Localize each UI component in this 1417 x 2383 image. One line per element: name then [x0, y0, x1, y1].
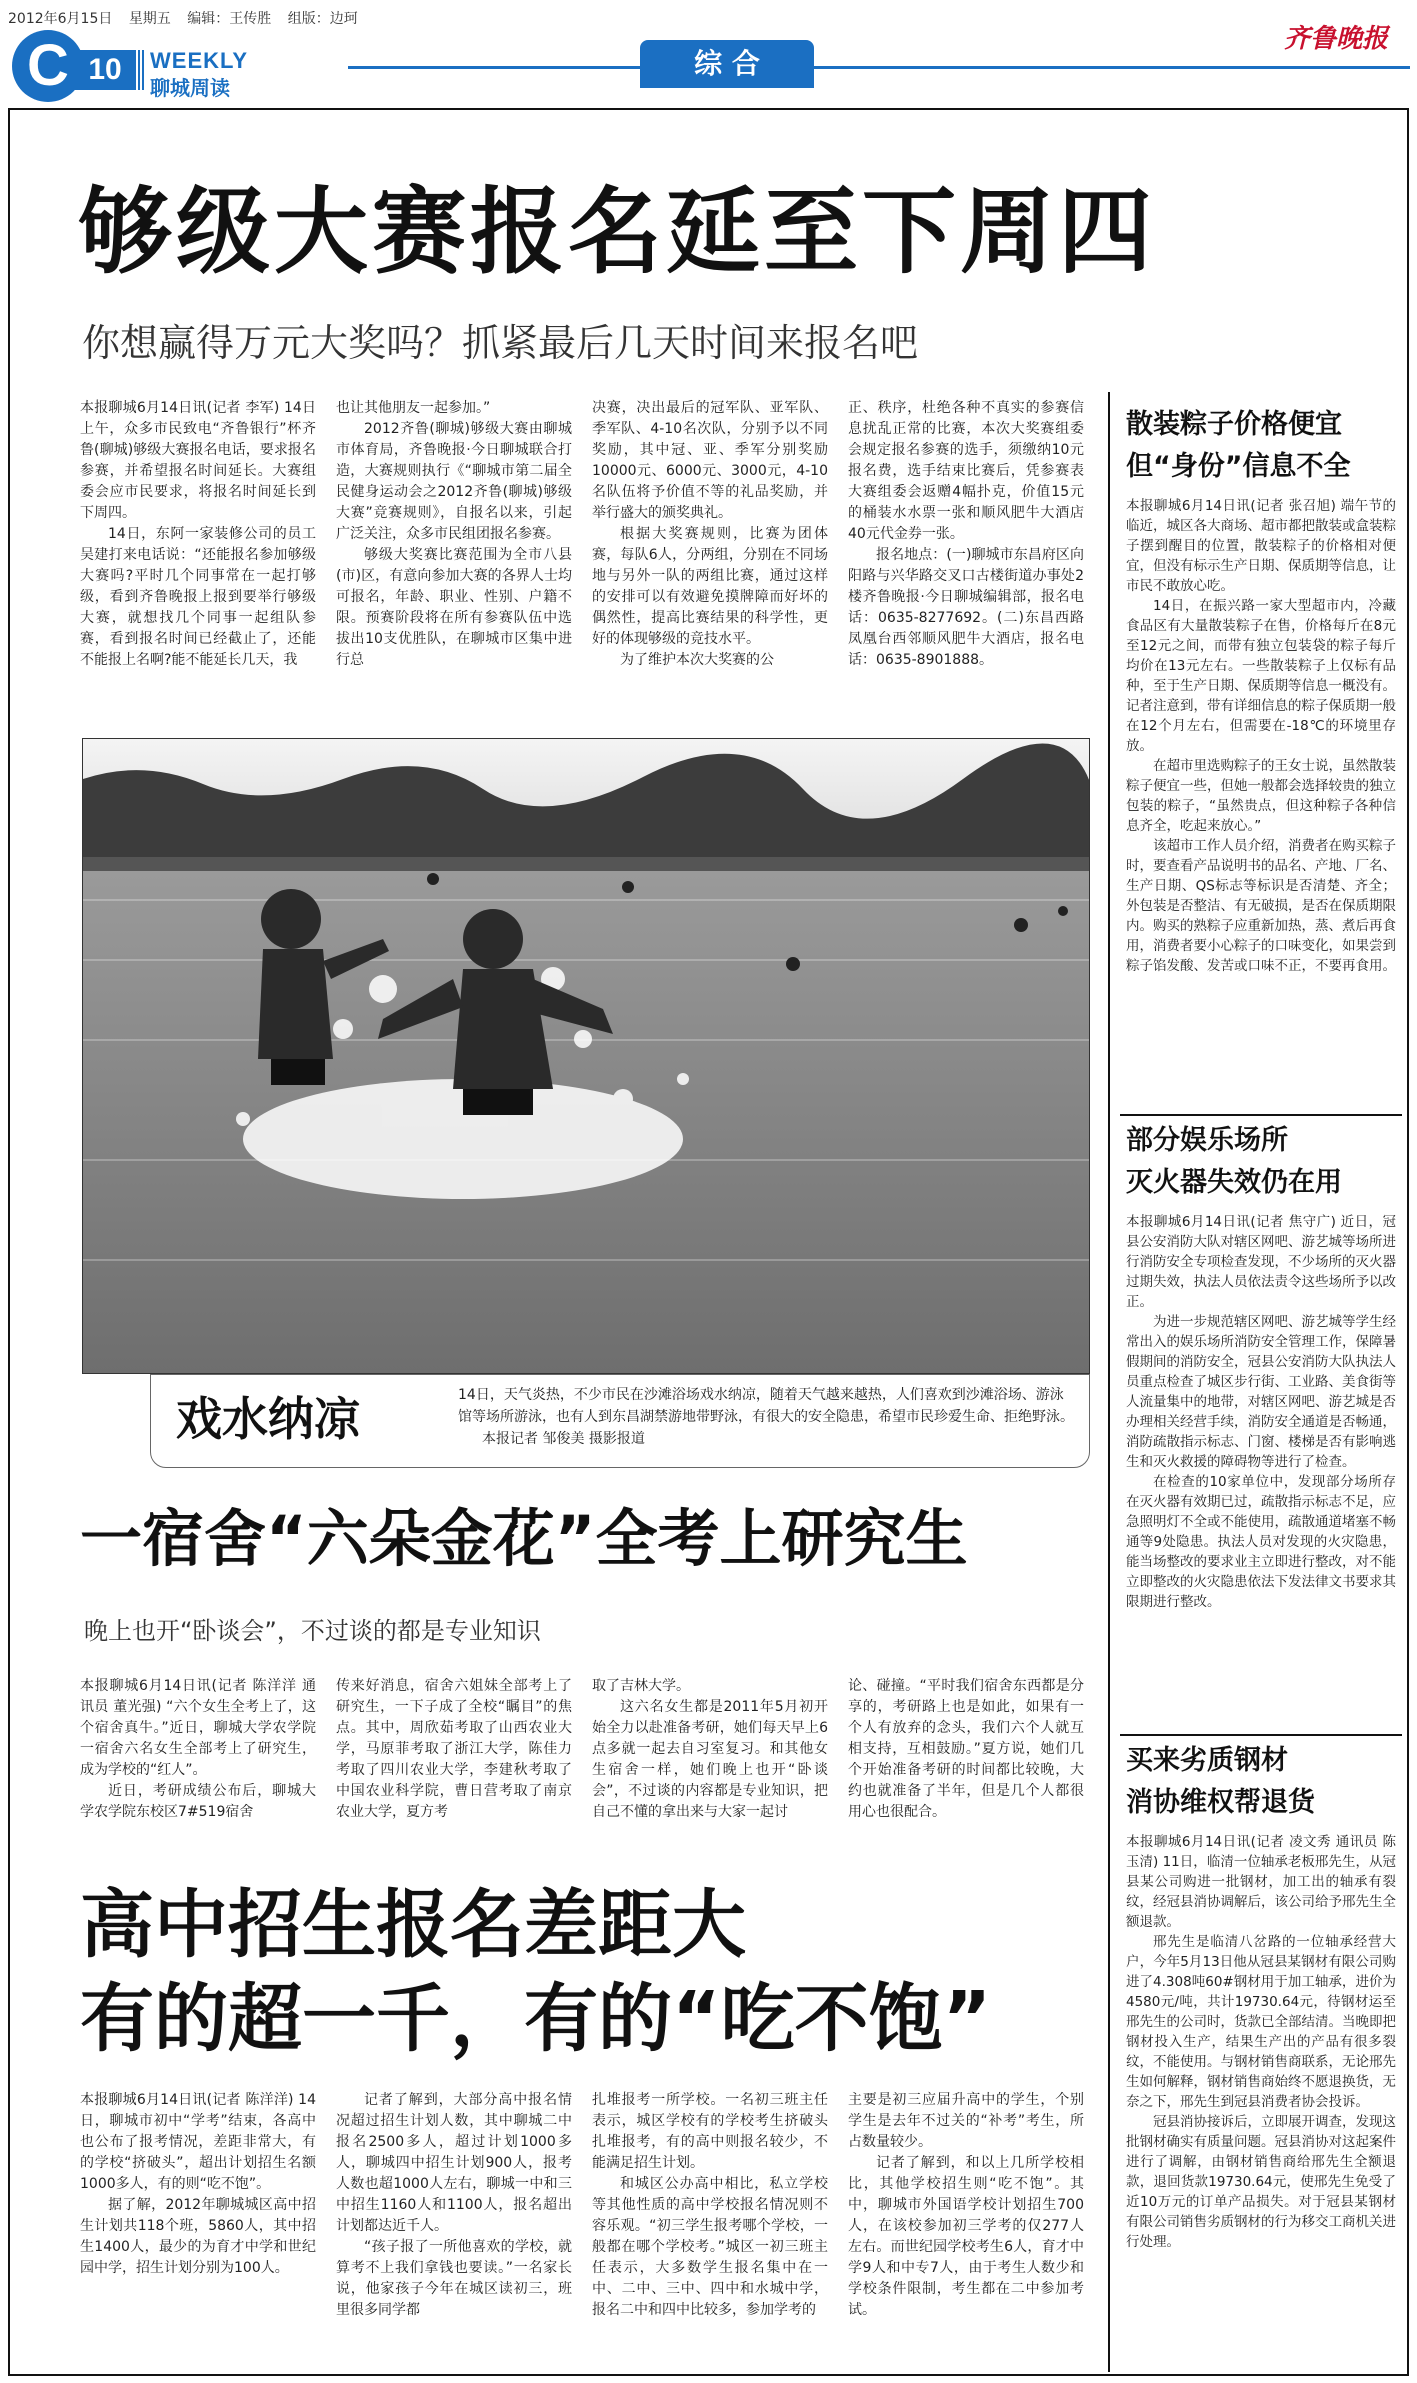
- paragraph: 这六名女生都是2011年5月初开始全力以赴准备考研，她们每天早上6点多就一起去自习室复习。和其他女生宿舍一样，她们晚上也开“卧谈会”，不过谈的内容都是专业知识，把自己不懂的拿出来与大家一起讨: [592, 1699, 828, 1820]
- sidebar-3-body: [1126, 1832, 1396, 2368]
- sidebar-3-title-2: 消协维权帮退货: [1126, 1787, 1315, 1818]
- paper-logo: 齐鲁晚报: [1284, 24, 1389, 54]
- article-3-lead: 本报聊城6月14日讯(记者 陈洋洋) 14日，聊城市初中“学考”结束，各高中也公布了报考情况，差距非常大，有的学校“挤破头”，超出计划招生名额1000多人，有的则“吃不饱”。: [80, 2092, 316, 2192]
- paragraph: 14日，在振兴路一家大型超市内，冷藏食品区有大量散装粽子在售，价格每斤在8元至12元之间，而带有独立包装袋的粽子每斤均价在13元左右。一些散装粽子上仅标有品种，至于生产日期、保质期等信息一概没有。记者注意到，带有详细信息的粽子保质期一般在12个月左右，但需要在-18℃的环境里存放。: [1126, 598, 1396, 754]
- masthead-rule: [348, 66, 1410, 69]
- weekday: 星期五: [128, 11, 171, 27]
- headline-2: 一宿舍“六朵金花”全考上研究生: [80, 1502, 968, 1575]
- paragraph: 决赛，决出最后的冠军队、亚军队、季军队、4-10名次队，分别予以不同奖励，其中冠、亚、季军分别奖励10000元、6000元、3000元，4-10名队伍将予价值不等的礼品奖励，并举行盛大的颁奖典礼。: [592, 400, 828, 521]
- article-1-col-1: [80, 398, 316, 720]
- paragraph: 邢先生是临清八岔路的一位轴承经营大户，今年5月13日他从冠县某钢材有限公司购进了4.308吨60#钢材用于加工轴承，进价为4580元/吨，共计19730.64元，待钢材运至邢先生的公司时，货款已全部结清。当晚即把钢材投入生产，结果生产出的产品有很多裂纹，不能使用。与钢材销售商联系，无论邢先生如何解释，钢材销售商始终不愿退换货，无奈之下，邢先生到冠县消费者协会投诉。: [1126, 1934, 1396, 2110]
- sidebar-1-title-2: 但“身份”信息不全: [1126, 451, 1351, 482]
- paragraph: 该超市工作人员介绍，消费者在购买粽子时，要查看产品说明书的品名、产地、厂名、生产日期、QS标志等标识是否清楚、齐全；外包装是否整洁、有无破损，是否在保质期限内。购买的熟粽子应重新加热，蒸、煮后再食用，消费者要小心粽子的口味变化，如果尝到粽子馅发酸、发苦或口味不正，不要再食用。: [1126, 838, 1396, 974]
- article-3-col-4: [848, 2090, 1084, 2368]
- paragraph: 为了维护本次大奖赛的公: [620, 652, 774, 668]
- stripe-divider: [138, 50, 146, 90]
- headline-1: 够级大赛报名延至下周四: [78, 178, 1157, 287]
- article-1-col-4: [848, 398, 1084, 720]
- sidebar-3-lead: 本报聊城6月14日讯(记者 凌文秀 通讯员 陈玉清) 11日，临清一位轴承老板邢先生，从冠县某公司购进一批钢材，加工出的轴承有裂纹，经冠县消协调解后，该公司给予邢先生全额退款。: [1126, 1834, 1396, 1930]
- article-3-col-2: [336, 2090, 572, 2368]
- article-1-col-3: [592, 398, 828, 720]
- sidebar-2-title-2: 灭火器失效仍在用: [1126, 1167, 1342, 1198]
- section-name: 聊城周读: [150, 76, 230, 100]
- article-3-col-3: [592, 2090, 828, 2368]
- paragraph: “孩子报了一所他喜欢的学校，就算考不上我们拿钱也要读。”一名家长说，他家孩子今年在城区读初三，班里很多同学都: [336, 2239, 572, 2318]
- sidebar-rule: [1120, 1734, 1402, 1736]
- sidebar-2-title-1: 部分娱乐场所: [1126, 1125, 1288, 1156]
- article-1-lead: 本报聊城6月14日讯(记者 李军) 14日上午，众多市民致电“齐鲁银行”杯齐鲁(聊城)够级大赛报名电话，要求报名参赛，并希望报名时间延长。大赛组委会应市民要求，将报名时间延长到下周四。: [80, 400, 316, 521]
- layout-credit: 组版：边珂: [287, 11, 358, 27]
- article-2-col-3: [592, 1676, 828, 1866]
- article-1-col-2: [336, 398, 572, 720]
- photo-image: [83, 739, 1090, 1374]
- paragraph: 扎堆报考一所学校。一名初三班主任表示，城区学校有的学校考生挤破头扎堆报考，有的高中则报名较少，不能满足招生计划。: [592, 2092, 828, 2171]
- subheadline-2: 晚上也开“卧谈会”，不过谈的都是专业知识: [84, 1617, 541, 1645]
- paragraph: 2012齐鲁(聊城)够级大赛由聊城市体育局，齐鲁晚报·今日聊城联合打造，大赛规则执行《“聊城市第二届全民健身运动会之2012齐鲁(聊城)够级大赛”竞赛规则》，自报名以来，引起广泛关注，众多市民组团报名参赛。: [336, 421, 572, 542]
- paragraph: 和城区公办高中相比，私立学校等其他性质的高中学校报名情况则不容乐观。“初三学生报考哪个学校，一般都在哪个学校考。”城区一初三班主任表示，大多数学生报名集中在一中、二中、三中、四中和水城中学，报名二中和四中比较多，参加学考的: [592, 2176, 828, 2318]
- section-tab: 综 合: [640, 40, 814, 88]
- article-2-col-1: [80, 1676, 316, 1866]
- article-2-col-2: [336, 1676, 572, 1866]
- paragraph: 近日，考研成绩公布后，聊城大学农学院东校区7#519宿舍: [80, 1783, 316, 1820]
- photo-title: 戏水纳凉: [176, 1392, 360, 1446]
- page-letter: C: [12, 30, 84, 102]
- paragraph: 根据大奖赛规则，比赛为团体赛，每队6人，分两组，分别在不同场地与另外一队的两组比赛，通过这样的安排可以有效避免摸牌障而好坏的偶然性，提高比赛结果的科学性，更好的体现够级的竞技水平。: [592, 526, 828, 647]
- paragraph: 论、碰撞。“平时我们宿舍东西都是分享的，考研路上也是如此，如果有一个人有放弃的念头，我们六个人就互相支持，互相鼓励。”夏方说，她们几个开始准备考研的时间都比较晚，大约也就准备了半年，但是几个人都很用心也很配合。: [848, 1678, 1084, 1820]
- article-3-col-1: [80, 2090, 316, 2368]
- sidebar-3-title-1: 买来劣质钢材: [1126, 1745, 1288, 1776]
- paragraph: 够级大奖赛比赛范围为全市八县(市)区，有意向参加大赛的各界人士均可报名，年龄、职业、性别、户籍不限。预赛阶段将在所有参赛队伍中选拔出10支优胜队，在聊城市区集中进行总: [336, 547, 572, 668]
- paragraph: 在超市里选购粽子的王女士说，虽然散装粽子便宜一些，但她一般都会选择较贵的独立包装的粽子，“虽然贵点，但这种粽子各种信息齐全，吃起来放心。”: [1126, 758, 1396, 834]
- headline-3b: 有的超一千，有的“吃不饱”: [80, 1976, 992, 2062]
- caption-text: 14日，天气炎热，不少市民在沙滩浴场戏水纳凉，随着天气越来越热，人们喜欢到沙滩浴场、游泳馆等场所游泳，也有人到东昌湖禁游地带野泳，有很大的安全隐患，希望市民珍爱生命、拒绝野泳。: [458, 1387, 1074, 1425]
- masthead-dateline: [8, 8, 358, 28]
- headline-3a: 高中招生报名差距大: [80, 1882, 746, 1968]
- paragraph: 为进一步规范辖区网吧、游艺城等学生经常出入的娱乐场所消防安全管理工作，保障暑假期间的消防安全，冠县公安消防大队执法人员重点检查了城区步行街、工业路、美食街等人流量集中的地带，对辖区网吧、游艺城是否办理相关经营手续，消防安全通道是否畅通，消防疏散指示标志、门窗、楼梯是否有影响逃生和灭火救援的障碍物等进行了检查。: [1126, 1314, 1396, 1470]
- paragraph: 冠县消协接诉后，立即展开调查，发现这批钢材确实有质量问题。冠县消协对这起案件进行了调解，由钢材销售商给邢先生全额退款，退回货款19730.64元，使邢先生免受了近10万元的订单产品损失。对于冠县某钢材有限公司销售劣质钢材的行为移交工商机关进行处理。: [1126, 2114, 1396, 2250]
- subheadline-1: 你想赢得万元大奖吗？抓紧最后几天时间来报名吧: [82, 321, 919, 365]
- photo-caption: [458, 1384, 1074, 1450]
- paragraph: 传来好消息，宿舍六姐妹全部考上了研究生，一下子成了全校“瞩目”的焦点。其中，周欣茹考取了山西农业大学，马原菲考取了浙江大学，陈佳力考取了四川农业大学，李建秋考取了中国农业科学院，曹日营考取了南京农业大学，夏方考: [336, 1678, 572, 1820]
- sidebar-2-lead: 本报聊城6月14日讯(记者 焦守广) 近日，冠县公安消防大队对辖区网吧、游艺城等场所进行消防安全专项检查发现，不少场所的灭火器过期失效，执法人员依法责令这些场所予以改正。: [1126, 1214, 1396, 1310]
- sidebar-1-body: [1126, 496, 1396, 1108]
- paragraph: 记者了解到，大部分高中报名情况超过招生计划人数，其中聊城二中报名2500多人，超过计划1000多人，聊城四中招生计划900人，报考人数也超1000人左右，聊城一中和三中招生1160人和1100人，报名超出计划都达近千人。: [336, 2092, 572, 2234]
- sidebar-2-body: [1126, 1212, 1396, 1728]
- paragraph: 主要是初三应届升高中的学生，个别学生是去年不过关的“补考”考生，所占数量较少。: [848, 2092, 1084, 2150]
- sidebar-divider: [1108, 392, 1110, 2372]
- paragraph: 记者了解到，和以上几所学校相比，其他学校招生则“吃不饱”。其中，聊城市外国语学校计划招生700人，在该校参加初三学考的仅277人左右。而世纪园学校考生6人，育才中学9人和中专7人，由于考生人数少和学校条件限制，考生都在二中参加考试。: [848, 2155, 1084, 2318]
- paragraph: 取了吉林大学。: [592, 1678, 690, 1694]
- paragraph: 报名地点：(一)聊城市东昌府区向阳路与兴华路交叉口古楼街道办事处2楼齐鲁晚报·今日聊城编辑部，报名电话：0635-8277692。(二)东昌西路凤凰台西邻顺风肥牛大酒店，报名电话：0635-8901888。: [848, 547, 1084, 668]
- sidebar-1-lead: 本报聊城6月14日讯(记者 张召旭) 端午节的临近，城区各大商场、超市都把散装或盒装粽子摆到醒目的位置，散装粽子的价格相对便宜，但没有标示生产日期、保质期等信息，让市民不敢放心吃。: [1126, 498, 1396, 594]
- page-number: 10: [74, 50, 136, 90]
- weekly-label: WEEKLY: [150, 48, 249, 73]
- sidebar-rule: [1120, 1114, 1402, 1116]
- paragraph: 在检查的10家单位中，发现部分场所存在灭火器有效期已过，疏散指示标志不足，应急照明灯不全或不能使用，疏散通道堵塞不畅通等9处隐患。执法人员对发现的火灾隐患，能当场整改的要求业主立即进行整改，对不能立即整改的火灾隐患依法下发法律文书要求其限期进行整改。: [1126, 1474, 1396, 1610]
- article-2-col-4: [848, 1676, 1084, 1866]
- date: 2012年6月15日: [8, 11, 113, 27]
- paragraph: 正、秩序，杜绝各种不真实的参赛信息扰乱正常的比赛，本次大奖赛组委会规定报名参赛的选手，须缴纳10元报名费，选手结束比赛后，凭参赛表大赛组委会返赠4幅扑克，价值15元的桶装水水票一张和顺风肥牛大酒店40元代金券一张。: [848, 400, 1084, 542]
- news-photo: [82, 738, 1090, 1374]
- paragraph: 也让其他朋友一起参加。”: [336, 400, 491, 416]
- article-2-lead: 本报聊城6月14日讯(记者 陈洋洋 通讯员 董光强) “六个女生全考上了，这个宿舍真牛。”近日，聊城大学农学院一宿舍六名女生全部考上了研究生，成为学校的“红人”。: [80, 1678, 316, 1778]
- sidebar-1-title-1: 散装粽子价格便宜: [1126, 409, 1342, 440]
- editor: 编辑：王传胜: [187, 11, 272, 27]
- paragraph: 据了解，2012年聊城城区高中招生计划共118个班，5860人，其中招生1400人，最少的为育才中学和世纪园中学，招生计划分别为100人。: [80, 2197, 316, 2276]
- section-logo: [8, 30, 338, 104]
- paragraph: 14日，东阿一家装修公司的员工吴建打来电话说：“还能报名参加够级大赛吗?平时几个同事常在一起打够级，看到齐鲁晚报上报到要举行够级大赛，就想找几个同事一起组队参赛，看到报名时间已经截止了，还能不能报上名啊?能不能延长几天，我: [80, 526, 316, 668]
- photo-credit: 本报记者 邹俊美 摄影报道: [482, 1431, 645, 1447]
